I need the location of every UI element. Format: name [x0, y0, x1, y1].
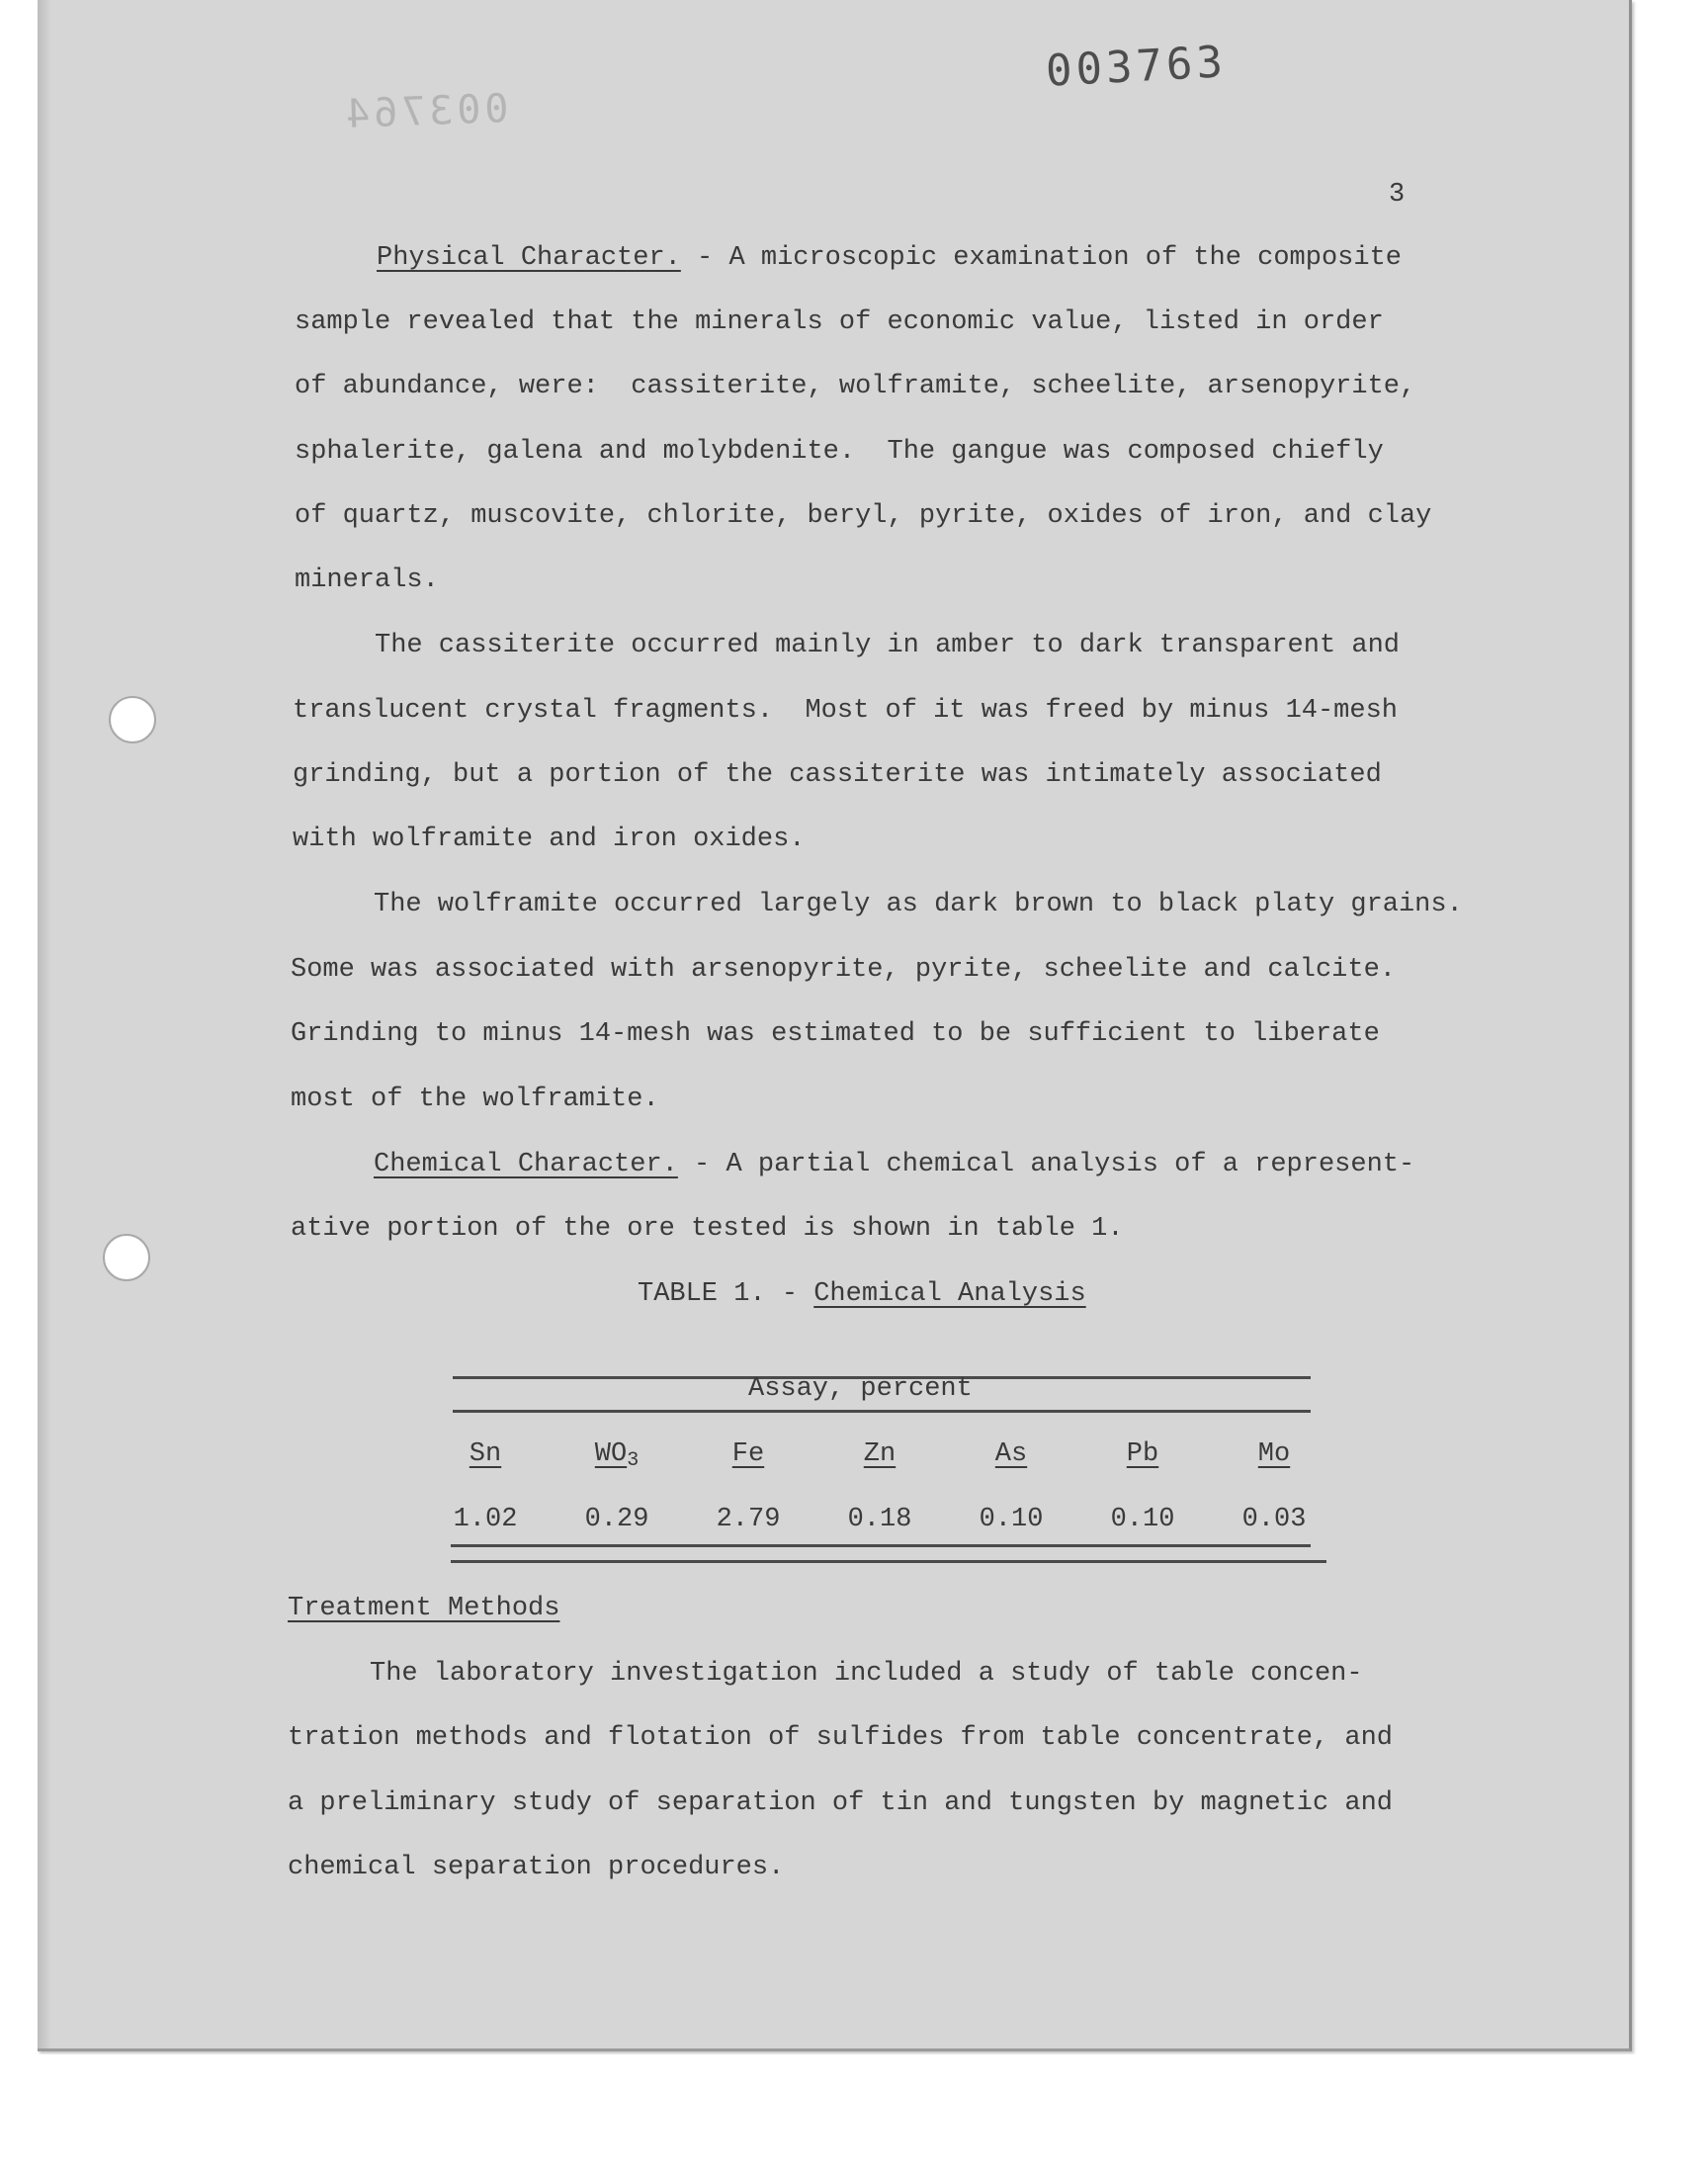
table-column-header-text: WO — [594, 1439, 628, 1469]
table-column-header-text: Pb — [1126, 1439, 1159, 1469]
table-column-header — [431, 1439, 540, 1469]
table-column-header — [562, 1439, 671, 1472]
punch-hole-upper — [109, 696, 156, 743]
wolframite-line-1: The wolframite occurred largely as dark brown to black platy grains. — [374, 890, 1463, 919]
chemical-line-1-text: - A partial chemical analysis of a represent- — [677, 1150, 1415, 1179]
table-cell-value: 0.10 — [979, 1505, 1044, 1534]
table-column-header — [694, 1439, 803, 1469]
table-group-header: Assay, percent — [748, 1374, 973, 1404]
table-cell-value: 0.18 — [847, 1505, 912, 1534]
table-column-header — [1088, 1439, 1197, 1469]
table-cell-value: 2.79 — [716, 1505, 781, 1534]
physical-heading: Physical Character. — [377, 243, 681, 273]
physical-line-3: of abundance, were: cassiterite, wolframite, scheelite, arsenopyrite, — [295, 372, 1416, 401]
physical-line-1 — [377, 243, 1402, 273]
table-header-rule — [453, 1410, 1311, 1413]
chemical-heading: Chemical Character. — [374, 1150, 678, 1179]
document-stamp-number: 003763 — [1044, 37, 1229, 97]
physical-line-5: of quartz, muscovite, chlorite, beryl, pyrite, oxides of iron, and clay — [295, 501, 1432, 531]
table-column-header-text: Mo — [1257, 1439, 1291, 1469]
table-bottom-rule-2 — [451, 1560, 1326, 1563]
table-cell-value: 1.02 — [453, 1505, 518, 1534]
treatment-line-4: chemical separation procedures. — [288, 1853, 785, 1882]
cassiterite-line-4: with wolframite and iron oxides. — [293, 825, 806, 854]
table-caption-title: Chemical Analysis — [813, 1279, 1086, 1309]
chemical-line-1 — [374, 1150, 1414, 1179]
treatment-line-2: tration methods and flotation of sulfides from table concentrate, and — [288, 1723, 1393, 1753]
physical-line-1-text: - A microscopic examination of the composite — [680, 243, 1402, 273]
treatment-heading: Treatment Methods — [288, 1594, 560, 1623]
chemical-line-2: ative portion of the ore tested is shown in table 1. — [291, 1214, 1124, 1244]
table-column-header-text: Zn — [863, 1439, 897, 1469]
table-column-subscript: 3 — [627, 1449, 640, 1472]
page-number: 3 — [1389, 180, 1406, 210]
table-column-header-text: Fe — [731, 1439, 765, 1469]
table-cell-value: 0.10 — [1110, 1505, 1175, 1534]
table-caption-prefix: TABLE 1. - — [638, 1279, 814, 1309]
table-column-header-text: Sn — [469, 1439, 502, 1469]
table-column-header — [1220, 1439, 1328, 1469]
cassiterite-line-1: The cassiterite occurred mainly in amber to dark transparent and — [375, 631, 1400, 660]
table-column-header — [957, 1439, 1066, 1469]
wolframite-line-3: Grinding to minus 14-mesh was estimated to be sufficient to liberate — [291, 1019, 1380, 1049]
physical-line-6: minerals. — [295, 566, 439, 595]
table-cell-value: 0.03 — [1241, 1505, 1307, 1534]
table-caption — [638, 1279, 1086, 1309]
table-column-header-text: As — [994, 1439, 1028, 1469]
bleed-through-stamp: 003764 — [341, 86, 510, 137]
physical-line-4: sphalerite, galena and molybdenite. The gangue was composed chiefly — [295, 437, 1384, 467]
wolframite-line-2: Some was associated with arsenopyrite, pyrite, scheelite and calcite. — [291, 955, 1396, 985]
scan-margin — [0, 2054, 1708, 2175]
cassiterite-line-2: translucent crystal fragments. Most of it was freed by minus 14-mesh — [293, 696, 1398, 726]
cassiterite-line-3: grinding, but a portion of the cassiterite was intimately associated — [293, 760, 1382, 790]
treatment-line-3: a preliminary study of separation of tin and tungsten by magnetic and — [288, 1788, 1393, 1818]
table-cell-value: 0.29 — [584, 1505, 649, 1534]
punch-hole-lower — [103, 1234, 150, 1281]
table-bottom-rule-1 — [451, 1544, 1311, 1547]
page-edge-shadow — [38, 0, 51, 2048]
treatment-line-1: The laboratory investigation included a study of table concen- — [370, 1659, 1363, 1689]
table-column-header — [825, 1439, 934, 1469]
physical-line-2: sample revealed that the minerals of economic value, listed in order — [295, 307, 1384, 337]
wolframite-line-4: most of the wolframite. — [291, 1085, 659, 1114]
